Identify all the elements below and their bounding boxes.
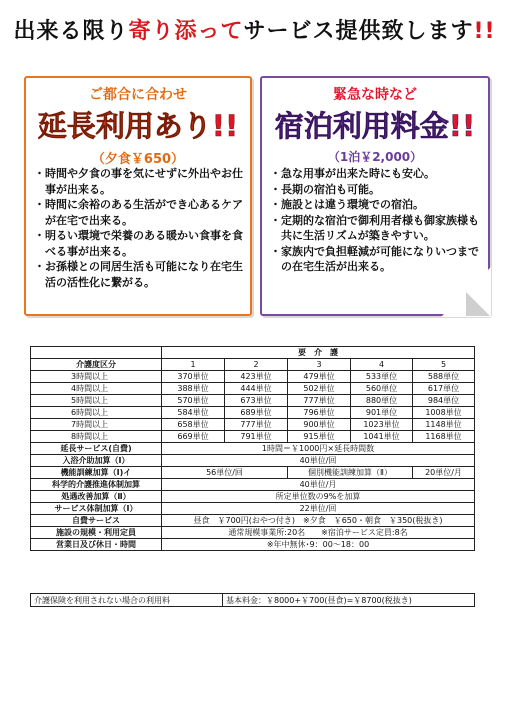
unit-cell: 1148単位 <box>413 419 475 431</box>
unit-cell: 669単位 <box>162 431 225 443</box>
extension-service-label: 延長サービス(自費) <box>31 443 162 455</box>
unit-cell: 1008単位 <box>413 407 475 419</box>
overnight-title <box>262 104 488 145</box>
unit-cell: 584単位 <box>162 407 225 419</box>
self-pay-value: 昼食 ￥700円(おやつ付き) ※夕食 ￥650・朝食 ￥350(税抜き) <box>162 515 475 527</box>
extension-price: （夕食￥650） <box>91 152 185 167</box>
list-item: ・ 明るい環境で栄養のある暖かい食事を食べる事が出来る。 <box>34 228 244 259</box>
duration-label: 3時間以上 <box>31 371 162 383</box>
unit-cell: 617単位 <box>413 383 475 395</box>
care-level-header: 要 介 護 <box>162 347 475 359</box>
table-row <box>31 539 475 551</box>
unit-cell: 560単位 <box>351 383 413 395</box>
list-item: ・ 家族内で負担軽減が可能になりいつまでの在宅生活が出来る。 <box>270 244 482 275</box>
bathing-value: 40単位/回 <box>162 455 475 467</box>
extension-panel <box>24 76 252 316</box>
level-label: 1 <box>162 359 225 371</box>
list-item: ・ お孫様との同居生活も可能になり在宅生活の活性化に繋がる。 <box>34 259 244 290</box>
service-system-label: サービス体制加算（Ⅰ） <box>31 503 162 515</box>
non-insurance-value: 基本料金：￥8000+￥700(昼食)=￥8700(税抜き) <box>223 594 475 607</box>
duration-label: 7時間以上 <box>31 419 162 431</box>
unit-cell: 588単位 <box>413 371 475 383</box>
duration-label: 8時間以上 <box>31 431 162 443</box>
unit-cell: 502単位 <box>288 383 351 395</box>
table-row <box>31 419 475 431</box>
treatment-label: 処遇改善加算（Ⅱ） <box>31 491 162 503</box>
extension-title <box>26 104 250 145</box>
business-days-value: ※年中無休･9：00～18：00 <box>162 539 475 551</box>
list-item: ・ 施設とは違う環境での宿泊。 <box>270 197 482 213</box>
table-row <box>31 371 475 383</box>
table-row <box>31 467 475 479</box>
unit-cell: 1168単位 <box>413 431 475 443</box>
unit-cell: 570単位 <box>162 395 225 407</box>
table-row <box>31 491 475 503</box>
unit-cell: 673単位 <box>225 395 288 407</box>
unit-cell: 1041単位 <box>351 431 413 443</box>
table-row <box>31 594 475 607</box>
unit-cell: 444単位 <box>225 383 288 395</box>
non-insurance-fee-table <box>30 593 475 607</box>
list-item: ・ 急な用事が出来た時にも安心。 <box>270 166 482 182</box>
non-insurance-label: 介護保険を利用されない場合の利用料 <box>31 594 223 607</box>
care-fee-table <box>30 346 475 551</box>
overnight-bullet-list <box>270 166 482 275</box>
table-row <box>31 479 475 491</box>
business-days-label: 営業日及び休日・時間 <box>31 539 162 551</box>
headline-part-2: 寄り添って <box>128 19 244 44</box>
science-label: 科学的介護推進体制加算 <box>31 479 162 491</box>
unit-cell: 796単位 <box>288 407 351 419</box>
facility-label: 施設の規模・利用定員 <box>31 527 162 539</box>
table-row <box>31 383 475 395</box>
table-row <box>31 515 475 527</box>
unit-cell: 370単位 <box>162 371 225 383</box>
page-curl <box>466 292 490 316</box>
unit-cell: 423単位 <box>225 371 288 383</box>
function-training-value: 56単位/回 <box>162 467 288 479</box>
bathing-label: 入浴介助加算（Ⅰ） <box>31 455 162 467</box>
unit-cell: 777単位 <box>288 395 351 407</box>
unit-cell: 1023単位 <box>351 419 413 431</box>
unit-cell: 689単位 <box>225 407 288 419</box>
extension-title-bang: !! <box>211 109 239 143</box>
unit-cell: 388単位 <box>162 383 225 395</box>
individual-training-value: 20単位/月 <box>413 467 475 479</box>
list-item: ・ 長期の宿泊も可能。 <box>270 182 482 198</box>
table-row <box>31 455 475 467</box>
overnight-price: （1泊￥2,000） <box>327 150 423 164</box>
unit-cell: 880単位 <box>351 395 413 407</box>
level-col-label: 介護度区分 <box>31 359 162 371</box>
overnight-subtitle: 緊急な時など <box>333 87 417 103</box>
table-row <box>31 443 475 455</box>
unit-cell: 479単位 <box>288 371 351 383</box>
unit-cell: 915単位 <box>288 431 351 443</box>
duration-label: 6時間以上 <box>31 407 162 419</box>
list-item: ・ 定期的な宿泊で御利用者様も御家族様も共に生活リズムが築きやすい。 <box>270 213 482 244</box>
table-row <box>31 359 475 371</box>
table-row <box>31 395 475 407</box>
unit-cell: 777単位 <box>225 419 288 431</box>
level-label: 4 <box>351 359 413 371</box>
page-headline <box>0 14 509 45</box>
table-row <box>31 431 475 443</box>
unit-cell: 901単位 <box>351 407 413 419</box>
individual-training-label: 個別機能訓練加算（Ⅱ） <box>288 467 413 479</box>
treatment-value: 所定単位数の9%を加算 <box>162 491 475 503</box>
table-row <box>31 347 475 359</box>
headline-part-3: サービス提供致します <box>243 19 474 44</box>
service-system-value: 22単位/回 <box>162 503 475 515</box>
table-cell-empty <box>31 347 162 359</box>
level-label: 3 <box>288 359 351 371</box>
overnight-title-bang: !! <box>448 109 476 143</box>
duration-label: 4時間以上 <box>31 383 162 395</box>
headline-part-1: 出来る限り <box>13 19 129 44</box>
extension-subtitle: ご都合に合わせ <box>89 87 187 103</box>
table-row <box>31 527 475 539</box>
level-label: 5 <box>413 359 475 371</box>
unit-cell: 984単位 <box>413 395 475 407</box>
list-item: ・ 時間や夕食の事を気にせずに外出やお仕事が出来る。 <box>34 166 244 197</box>
extension-service-value: 1時間＝￥1000円×延長時間数 <box>162 443 475 455</box>
extension-bullet-list <box>34 166 244 290</box>
unit-cell: 900単位 <box>288 419 351 431</box>
unit-cell: 533単位 <box>351 371 413 383</box>
table-row <box>31 407 475 419</box>
table-row <box>31 503 475 515</box>
duration-label: 5時間以上 <box>31 395 162 407</box>
extension-title-text: 延長利用あり <box>37 109 212 143</box>
facility-value: 通常規模事業所:20名 ※宿泊サービス定員:8名 <box>162 527 475 539</box>
list-item: ・ 時間に余裕のある生活ができ心あるケアが在宅で出来る。 <box>34 197 244 228</box>
unit-cell: 658単位 <box>162 419 225 431</box>
level-label: 2 <box>225 359 288 371</box>
science-value: 40単位/月 <box>162 479 475 491</box>
overnight-title-text: 宿泊利用料金 <box>274 109 449 143</box>
overnight-panel <box>260 76 490 316</box>
headline-bang: !! <box>473 19 496 44</box>
unit-cell: 791単位 <box>225 431 288 443</box>
function-training-label: 機能訓練加算（Ⅰ)イ <box>31 467 162 479</box>
self-pay-label: 自費サービス <box>31 515 162 527</box>
